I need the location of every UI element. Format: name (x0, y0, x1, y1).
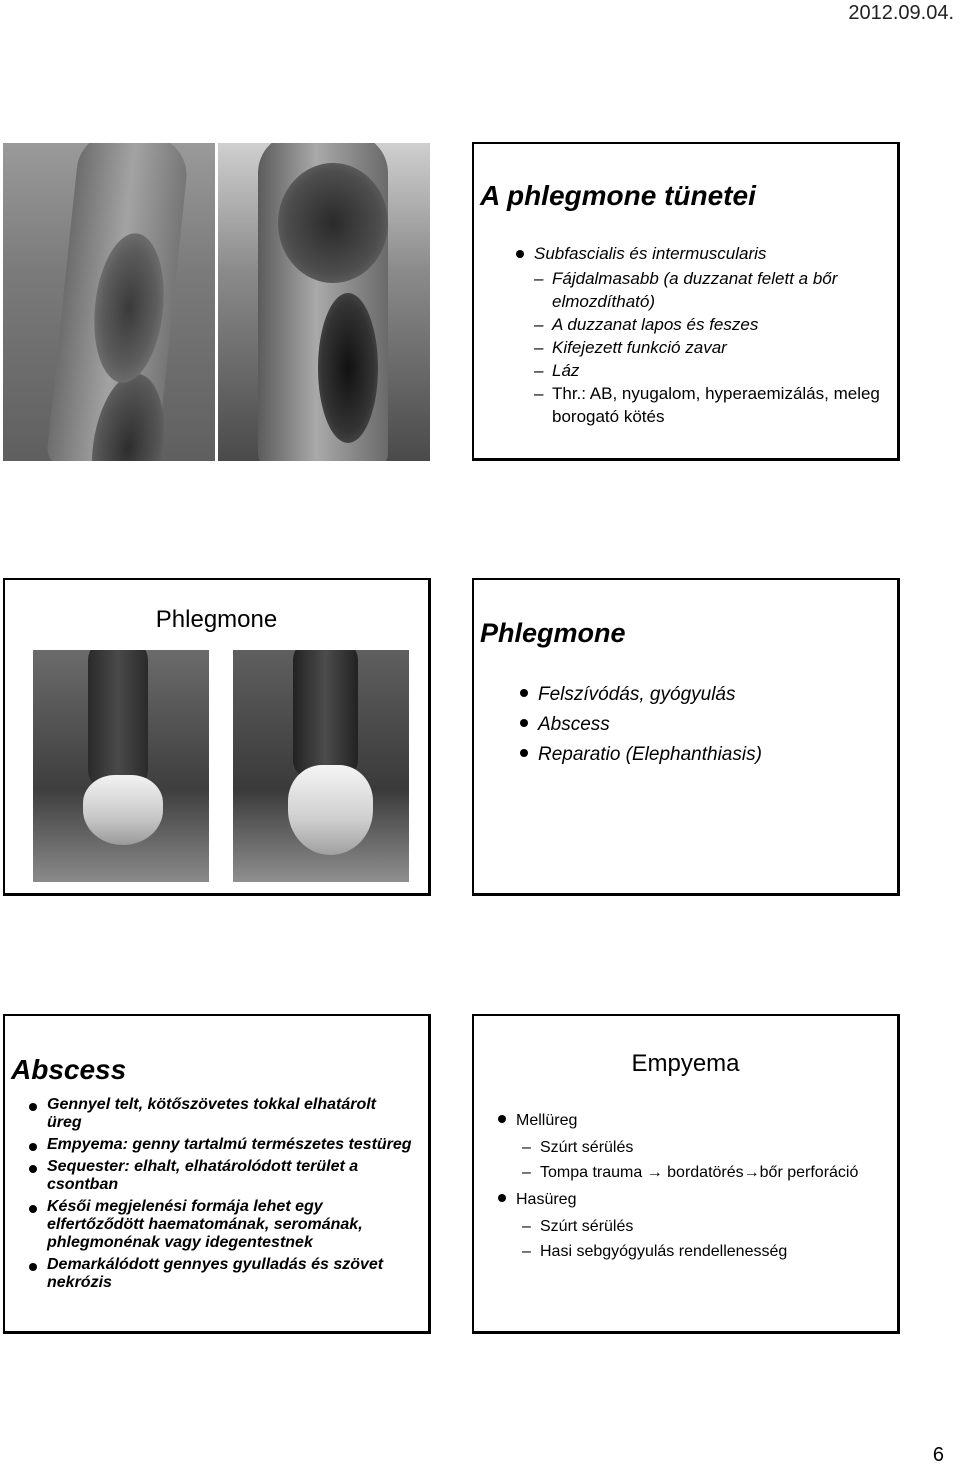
wound-photo-right (218, 143, 430, 461)
slide-empyema (472, 1014, 900, 1334)
subitem-text: Fájdalmasabb (a duzzanat felett a bőr elmozdítható) (552, 269, 838, 311)
subitem-text: A duzzanat lapos és feszes (552, 315, 759, 334)
bullet-text: Sequester: elhalt, elhatárolódott terület a csontban (47, 1158, 359, 1193)
hoof-photo-right (233, 650, 409, 882)
subitem (534, 336, 891, 359)
slide-phlegmone-photos (3, 578, 431, 896)
slide-abscess (3, 1014, 431, 1334)
subitem-text: Szúrt sérülés (540, 1139, 634, 1156)
bullet-text: Reparatio (Elephanthiasis) (538, 744, 762, 765)
bullet-text: Demarkálódott gennyes gyulladás és szövet nekrózis (47, 1256, 384, 1291)
bullet-item (514, 242, 891, 428)
subitem-text: Szúrt sérülés (540, 1218, 634, 1235)
hoof-photo-left (33, 650, 209, 882)
slide-phlegmone-outcomes (472, 578, 900, 896)
subitem-text: Hasi sebgyógyulás rendellenesség (540, 1243, 788, 1260)
bullet-text: Felszívódás, gyógyulás (538, 684, 736, 705)
subitem (522, 1160, 887, 1185)
subitem-text: Láz (552, 361, 580, 380)
subitem (534, 313, 891, 336)
subitem-text: Tompa trauma → bordatörés→bőr perforáció (540, 1164, 859, 1181)
wound-photo-left (3, 143, 215, 461)
bullet-text: Mellüreg (516, 1112, 578, 1129)
slide-title: Abscess (11, 1054, 127, 1085)
subitem (534, 267, 891, 313)
bullet-text: Hasüreg (516, 1191, 577, 1208)
bullet-item (518, 680, 762, 710)
bullet-item (27, 1198, 412, 1252)
subitem (522, 1214, 887, 1239)
slide-phlegmone-symptoms (472, 142, 900, 461)
subitem (522, 1239, 887, 1264)
bullet-text: Subfascialis és intermuscularis (534, 244, 767, 263)
slide-title: Empyema (631, 1050, 740, 1077)
bullet-item (496, 1108, 887, 1185)
bullet-item (518, 740, 762, 770)
subitem (534, 359, 891, 382)
bullet-text: Empyema: genny tartalmú természetes testüreg (47, 1136, 412, 1153)
slide-title: Phlegmone (480, 618, 626, 648)
page-number: 6 (932, 1444, 944, 1466)
subitem (522, 1135, 887, 1160)
page-date: 2012.09.04. (848, 2, 954, 24)
subitem (534, 382, 891, 428)
bullet-text: Gennyel telt, kötőszövetes tokkal elhatárolt üreg (47, 1096, 376, 1131)
bullet-item (496, 1187, 887, 1264)
bullet-item (27, 1136, 412, 1154)
subitem-text: Kifejezett funkció zavar (552, 338, 727, 357)
slide-title: A phlegmone tünetei (480, 180, 756, 211)
bullet-item (518, 710, 762, 740)
bullet-text: Abscess (538, 714, 610, 735)
subitem-text: Thr.: AB, nyugalom, hyperaemizálás, meleg borogató kötés (552, 384, 880, 426)
bullet-text: Késői megjelenési formája lehet egy elfertőződött haematomának, seromának, phlegmonénak vagy idegentestnek (47, 1198, 363, 1251)
bullet-item (27, 1096, 412, 1132)
bullet-item (27, 1256, 412, 1292)
bullet-item (27, 1158, 412, 1194)
slide-title: Phlegmone (155, 606, 278, 633)
